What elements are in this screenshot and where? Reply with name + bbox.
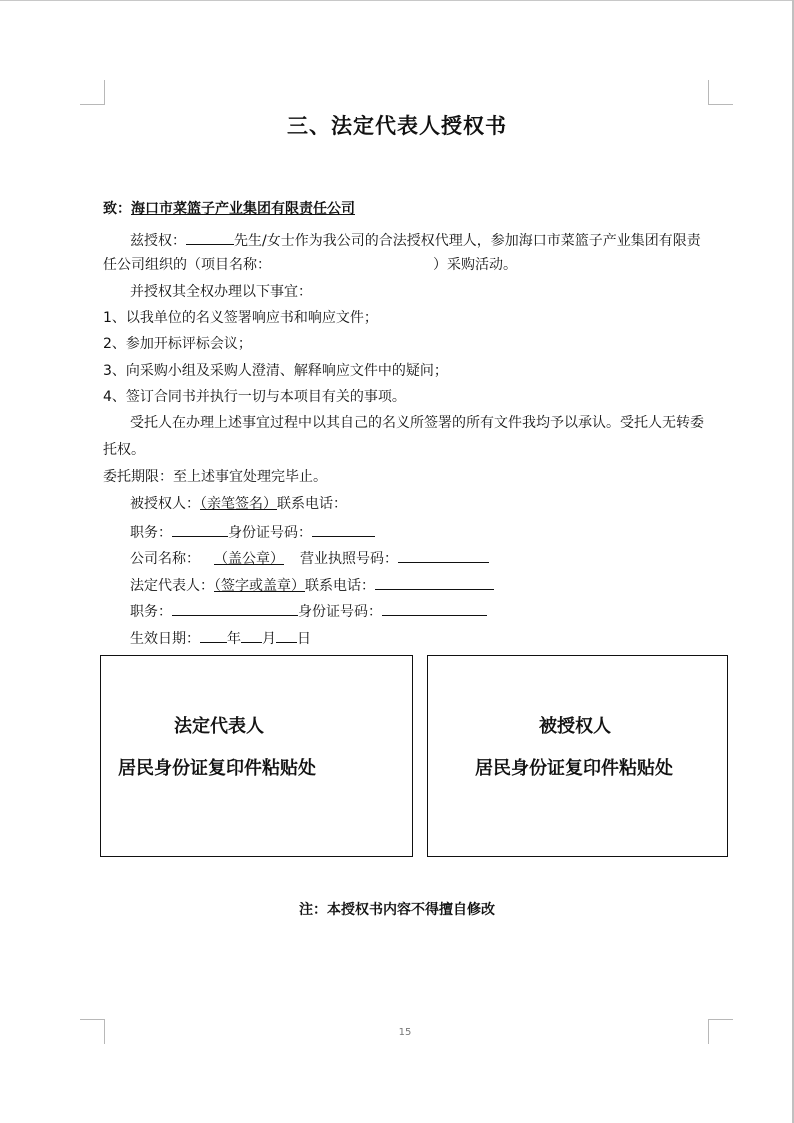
- page-top-border: [0, 0, 793, 1]
- grantee-id-paste-box: [427, 655, 728, 857]
- legal-rep-id-paste-box: [100, 655, 413, 857]
- document-title: 三、法定代表人授权书: [287, 114, 507, 138]
- day-label: 日: [297, 631, 311, 647]
- duty-label: 职务：: [130, 604, 172, 620]
- page-number: 15: [398, 1027, 412, 1038]
- grantee-duty-row: [130, 522, 375, 542]
- duty-label: 职务：: [130, 525, 172, 541]
- effective-date-label: 生效日期：: [130, 631, 200, 647]
- legal-rep-phone-blank[interactable]: [375, 575, 494, 590]
- month-label: 月: [262, 631, 276, 647]
- legal-rep-signature-field[interactable]: （签字或盖章）: [214, 578, 305, 594]
- id-number-label: 身份证号码：: [298, 604, 382, 620]
- year-label: 年: [227, 631, 241, 647]
- crop-mark-top-left: [80, 80, 105, 105]
- grantee-signature-field[interactable]: （亲笔签名）: [200, 496, 277, 512]
- matter-item: 4、签订合同书并执行一切与本项目有关的事项。: [103, 389, 406, 405]
- month-blank[interactable]: [241, 628, 262, 643]
- business-license-label: 营业执照号码：: [300, 551, 398, 567]
- box-title: 法定代表人: [174, 716, 264, 737]
- agent-name-blank[interactable]: [186, 230, 234, 245]
- grantee-duty-blank[interactable]: [172, 522, 228, 537]
- company-name-label: 公司名称：: [130, 551, 200, 567]
- matter-item: 2、参加开标评标会议；: [103, 336, 252, 352]
- legal-rep-phone-label: 联系电话：: [305, 578, 375, 594]
- legal-rep-duty-blank[interactable]: [172, 601, 298, 616]
- term-line: 委托期限：至上述事宜处理完毕止。: [103, 469, 327, 485]
- business-license-blank[interactable]: [398, 548, 489, 563]
- acknowledgement-line2: 托权。: [103, 442, 145, 458]
- legal-rep-row: [130, 575, 494, 595]
- matters-intro: 并授权其全权办理以下事宜：: [130, 284, 312, 300]
- acknowledgement-line1: 受托人在办理上述事宜过程中以其自己的名义所签署的所有文件我均予以承认。受托人无转委: [130, 415, 704, 431]
- addressee-name: 海口市菜篮子产业集团有限责任公司: [131, 201, 355, 217]
- year-blank[interactable]: [200, 628, 227, 643]
- matter-item: 3、向采购小组及采购人澄清、解释响应文件中的疑问；: [103, 363, 448, 379]
- addressee-line: [103, 200, 355, 218]
- legal-rep-label: 法定代表人：: [130, 578, 214, 594]
- legal-rep-duty-row: [130, 601, 487, 621]
- company-row: [130, 548, 489, 568]
- company-seal-hint: （盖公章）: [214, 551, 284, 567]
- authorization-paragraph-line1: [130, 230, 701, 250]
- legal-rep-id-blank[interactable]: [382, 601, 487, 616]
- day-blank[interactable]: [276, 628, 297, 643]
- id-number-label: 身份证号码：: [228, 525, 312, 541]
- authorization-paragraph-line2: [103, 256, 517, 274]
- box-caption: 居民身份证复印件粘贴处: [118, 758, 316, 779]
- effective-date-row: [130, 628, 311, 648]
- project-name-label: 任公司组织的（项目名称：: [103, 257, 271, 273]
- matter-item: 1、以我单位的名义签署响应书和响应文件；: [103, 310, 378, 326]
- addressee-prefix: 致：: [103, 201, 131, 217]
- grantee-phone-label: 联系电话：: [277, 496, 347, 512]
- grantee-id-blank[interactable]: [312, 522, 375, 537]
- modification-note: 注：本授权书内容不得擅自修改: [299, 902, 495, 918]
- procurement-text: ）采购活动。: [433, 257, 517, 273]
- crop-mark-top-right: [708, 80, 733, 105]
- authorization-text: 先生/女士作为我公司的合法授权代理人，参加海口市菜篮子产业集团有限责: [234, 233, 701, 249]
- box-title: 被授权人: [539, 716, 611, 737]
- company-seal-field[interactable]: [200, 551, 300, 567]
- grantee-label: 被授权人：: [130, 496, 200, 512]
- box-caption: 居民身份证复印件粘贴处: [475, 758, 673, 779]
- grantee-signature-row: [130, 495, 347, 513]
- authorization-prefix: 兹授权：: [130, 233, 186, 249]
